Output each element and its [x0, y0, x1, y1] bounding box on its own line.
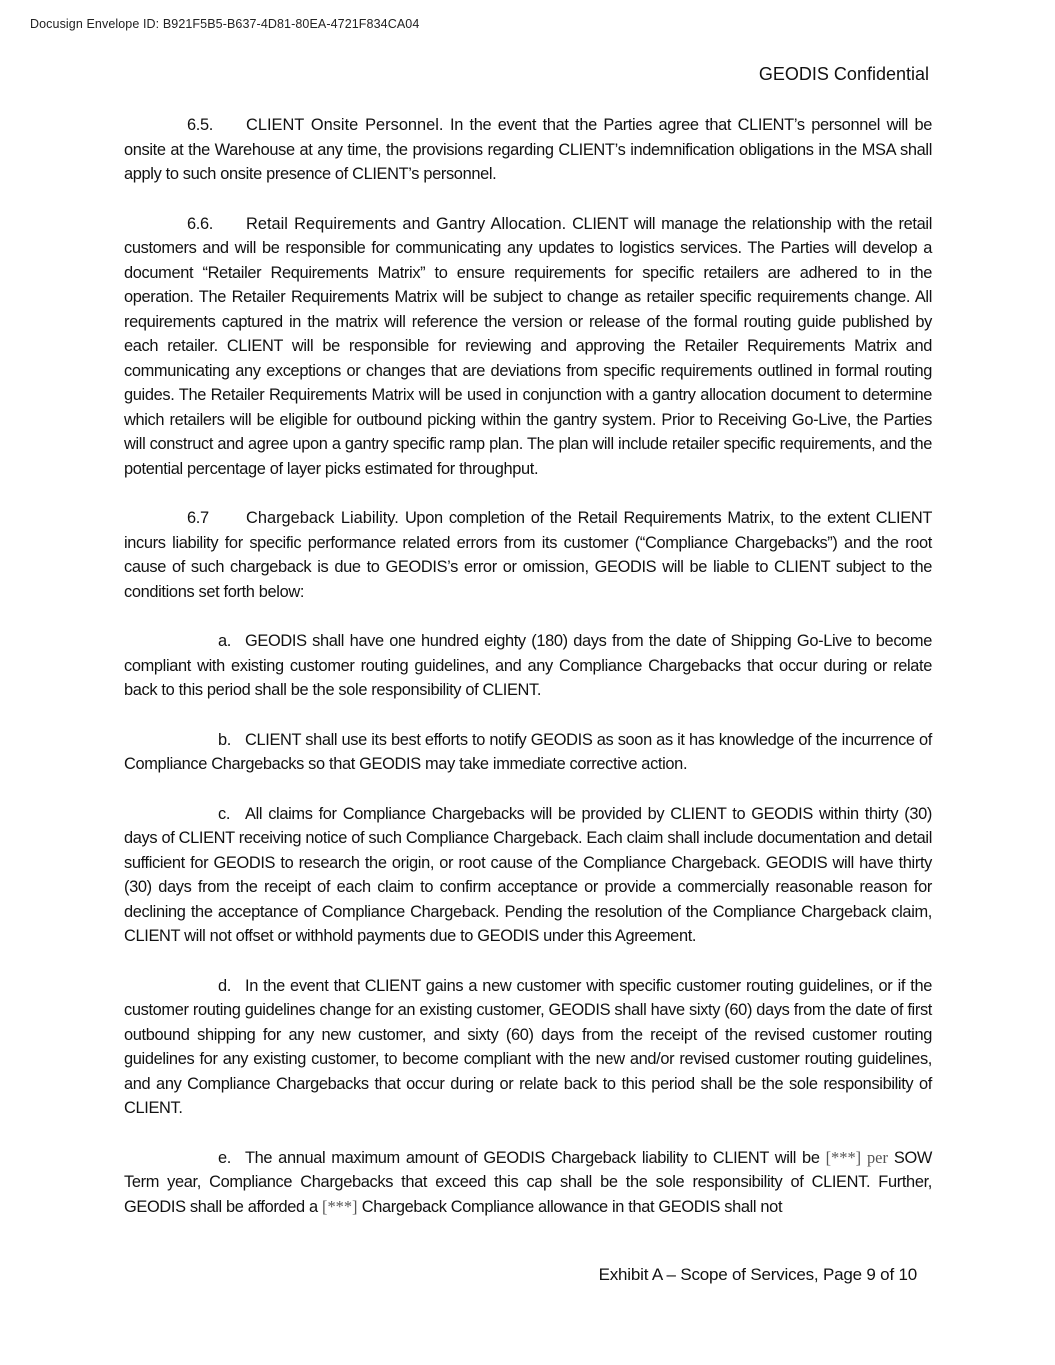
section-6-5	[124, 113, 932, 187]
subitem-label: a.	[218, 632, 231, 650]
subitem-text: In the event that CLIENT gains a new customer with specific customer routing guidelines, or if the customer routing guidelines change for an existing customer, GEODIS shall have sixty (60) days from the date of first outbound shipping for any new customer, and sixty (60) days from the receipt of the revised customer routing guidelines for any existing customer, to become compliant with the new and/or revised customer routing guidelines, and any Compliance Chargebacks that occur during or relate back to this period shall be the sole responsibility of CLIENT.	[124, 976, 932, 1117]
subitem-d	[124, 974, 932, 1121]
subitem-a	[124, 629, 932, 703]
section-6-6	[124, 212, 932, 482]
section-6-7	[124, 506, 932, 604]
section-heading: Chargeback Liability.	[246, 509, 399, 527]
section-number: 6.5.	[187, 116, 213, 134]
section-heading: CLIENT Onsite Personnel.	[246, 116, 444, 134]
subitem-label: e.	[218, 1148, 231, 1167]
section-heading: Retail Requirements and Gantry Allocation.	[246, 214, 567, 233]
section-body: CLIENT will manage the relationship with the retail customers and will be responsible for communicating any updates to logistics services. The Parties will develop a document “Retailer Requirements Matrix” to ensure requirements for specific retailers are adhered to in the operation. The Retailer Requirements Matrix will be subject to change as retailer specific requirements change. All requirements captured in the matrix will reference the version or release of the formal routing guide published by each retailer. CLIENT will be responsible for reviewing and approving the Retailer Requirements Matrix and communicating any exceptions or changes that are deviations from specific requirements outlined in formal routing guides. The Retailer Requirements Matrix will be used in conjunction with a gantry allocation document to determine which retailers will be eligible for outbound picking within the gantry system. Prior to Receiving Go-Live, the Parties will construct and agree upon a gantry specific ramp plan. The plan will include retailer specific requirements, and the potential percentage of layer picks estimated for throughput.	[124, 214, 932, 478]
section-body: Upon completion of the Retail Requirements Matrix, to the extent CLIENT incurs liability for specific performance related errors from its customer (“Compliance Chargebacks”) and the root cause of such chargeback is due to GEODIS’s error or omission, GEODIS will be liable to CLIENT subject to the conditions set forth below:	[124, 509, 932, 601]
document-body	[124, 113, 932, 1219]
subitem-text: GEODIS shall have one hundred eighty (180) days from the date of Shipping Go-Live to become compliant with existing customer routing guidelines, and any Compliance Chargebacks that occur during or relate back to this period shall be the sole responsibility of CLIENT.	[124, 632, 932, 699]
section-number: 6.6.	[187, 214, 213, 233]
subitem-c	[124, 802, 932, 949]
redaction-marker: [***] per	[825, 1147, 888, 1167]
redaction-marker: [***]	[321, 1196, 358, 1216]
confidential-header: GEODIS Confidential	[758, 64, 929, 84]
subitem-label: c.	[218, 804, 231, 823]
section-number: 6.7	[187, 509, 209, 527]
section-body: In the event that the Parties agree that CLIENT’s personnel will be onsite at the Warehouse at any time, the provisions regarding CLIENT’s indemnification obligations in the MSA shall apply to such onsite presence of CLIENT’s personnel.	[124, 116, 932, 183]
subitem-text: All claims for Compliance Chargebacks will be provided by CLIENT to GEODIS within thirty (30) days of CLIENT receiving notice of such Compliance Chargeback. Each claim shall include documentation and detail sufficient for GEODIS to research the origin, or root cause of the Compliance Chargeback. GEODIS will have thirty (30) days from the receipt of each claim to confirm acceptance or provide a commercially reasonable reason for declining the acceptance of Compliance Chargeback. Pending the resolution of the Compliance Chargeback claim, CLIENT will not offset or withhold payments due to GEODIS under this Agreement.	[124, 804, 932, 945]
subitem-label: d.	[218, 976, 231, 995]
subitem-text-part3: Chargeback Compliance allowance in that GEODIS shall not	[357, 1197, 783, 1216]
subitem-text-part1: The annual maximum amount of GEODIS Chargeback liability to CLIENT will be	[245, 1148, 826, 1167]
docusign-envelope-id: Docusign Envelope ID: B921F5B5-B637-4D81-80EA-4721F834CA04	[30, 17, 420, 31]
page-footer: Exhibit A – Scope of Services, Page 9 of 10	[598, 1265, 917, 1284]
subitem-label: b.	[218, 730, 231, 749]
subitem-e	[124, 1146, 932, 1220]
subitem-text-part2: SOW Term year, Compliance Chargebacks that exceed this cap shall be the sole responsibility of CLIENT. Further, GEODIS shall be afforded a	[124, 1148, 932, 1216]
subitem-b	[124, 728, 932, 777]
subitem-text: CLIENT shall use its best efforts to notify GEODIS as soon as it has knowledge of the incurrence of Compliance Chargebacks so that GEODIS may take immediate corrective action.	[124, 730, 932, 773]
